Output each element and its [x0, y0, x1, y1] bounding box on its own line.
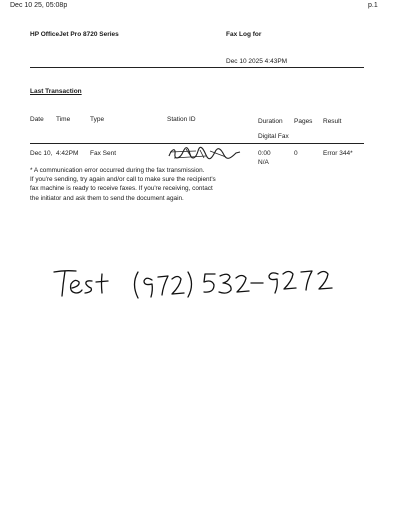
row-duration-sub: N/A [258, 159, 269, 166]
page-number: p.1 [368, 2, 378, 9]
table-subheader: Digital Fax [258, 133, 289, 140]
table-divider [30, 143, 364, 144]
row-pages: 0 [294, 150, 298, 157]
row-duration: 0:00 [258, 150, 271, 157]
section-title: Last Transaction [30, 88, 82, 95]
header-divider [30, 67, 364, 68]
col-date: Date [30, 116, 44, 123]
row-time: 4:42PM [56, 150, 79, 157]
col-duration: Duration [258, 118, 283, 125]
col-pages: Pages [294, 118, 313, 125]
col-result: Result [323, 118, 342, 125]
station-id-scribble [166, 146, 242, 162]
row-date: Dec 10, [30, 150, 53, 157]
footnote-line: the initiator and ask them to send the document again. [30, 194, 184, 202]
footnote-line: * A communication error occurred during the fax transmission. [30, 167, 205, 174]
col-time: Time [56, 116, 71, 123]
row-result: Error 344* [323, 150, 353, 157]
footnote-line: If you're sending, try again and/or call to make sure the recipient's [30, 176, 216, 184]
error-footnote [30, 166, 216, 203]
fax-header-datetime: Dec 10 25, 05:08p [10, 2, 68, 9]
handwritten-note [52, 262, 342, 308]
footnote-line: fax machine is ready to receive faxes. If you're receiving, contact [30, 185, 213, 193]
col-station-id: Station ID [167, 116, 196, 123]
report-title: Fax Log for [226, 31, 262, 38]
device-name: HP OfficeJet Pro 8720 Series [30, 31, 119, 38]
report-datetime: Dec 10 2025 4:43PM [226, 58, 288, 65]
row-type: Fax Sent [90, 150, 117, 157]
col-type: Type [90, 116, 105, 123]
